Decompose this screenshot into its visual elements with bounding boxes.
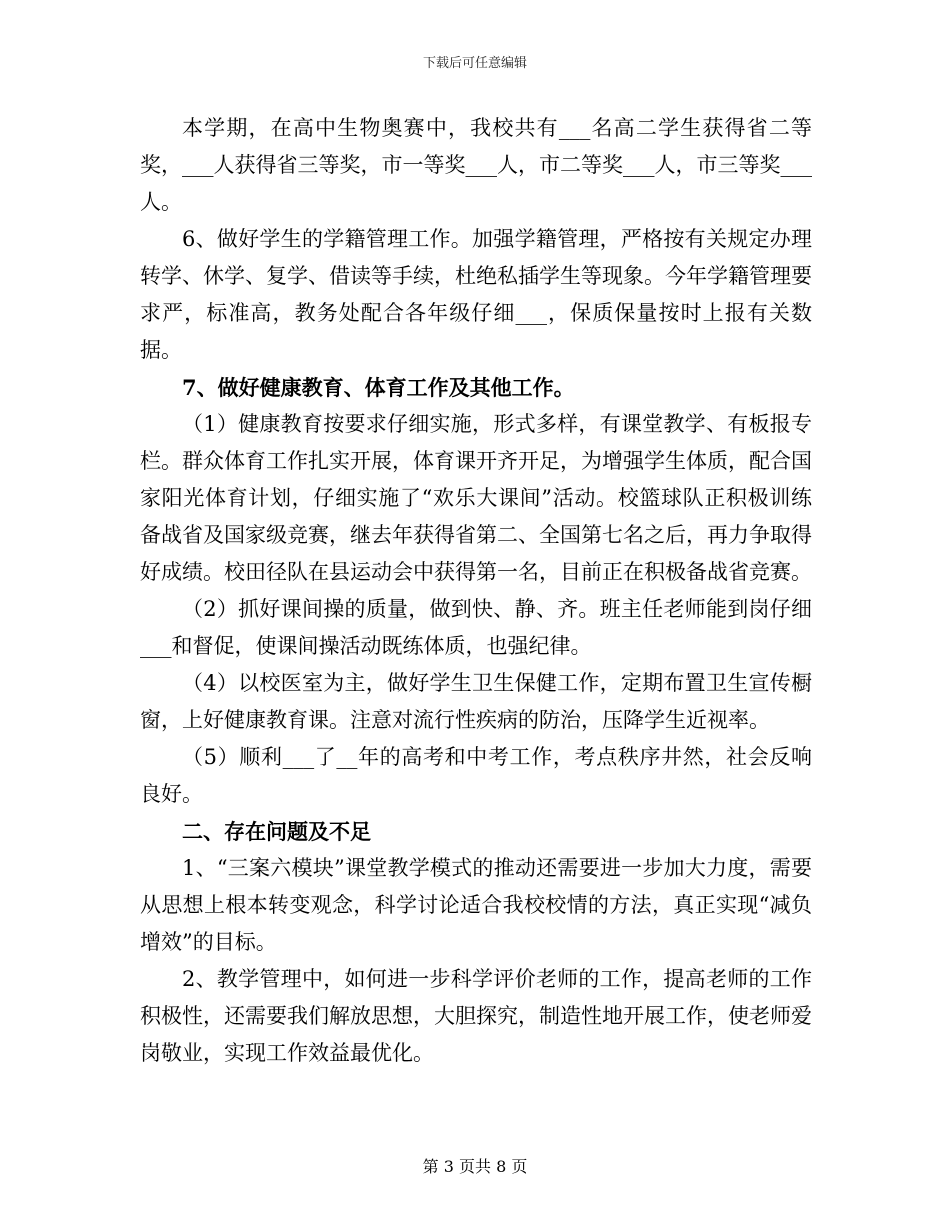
document-body: [140, 110, 812, 1072]
paragraph-student-records: 6、做好学生的学籍管理工作。加强学籍管理，严格按有关规定办理转学、休学、复学、借读等手续，杜绝私插学生等现象。今年学籍管理要求严，标准高，教务处配合各年级仔细___，保质保量按时上报有关数据。: [140, 227, 812, 362]
paragraph-teaching-mode: 1、“三案六模块”课堂教学模式的推动还需要进一步加大力度，需要从思想上根本转变观念，科学讨论适合我校校情的方法，真正实现“减负增效”的目标。: [140, 856, 812, 954]
paragraph-exercise-break: （2）抓好课间操的质量，做到快、静、齐。班主任老师能到岗仔细___和督促，使课间操活动既练体质，也强纪律。: [140, 597, 812, 658]
paragraph-teacher-evaluation: 2、教学管理中，如何进一步科学评价老师的工作，提高老师的工作积极性，还需要我们解放思想，大胆探究，制造性地开展工作，使老师爱岗敬业，实现工作效益最优化。: [140, 967, 812, 1065]
paragraph-exams: （5）顺利___了__年的高考和中考工作，考点秩序井然，社会反响良好。: [140, 745, 812, 806]
paragraph-school-clinic: （4）以校医室为主，做好学生卫生保健工作，定期布置卫生宣传橱窗，上好健康教育课。注意对流行性疾病的防治，压降学生近视率。: [140, 671, 812, 732]
paragraph-biology-olympiad: 本学期，在高中生物奥赛中，我校共有___名高二学生获得省二等奖，___人获得省三等奖，市一等奖___人，市二等奖___人，市三等奖___人。: [140, 116, 812, 214]
paragraph-health-education: （1）健康教育按要求仔细实施，形式多样，有课堂教学、有板报专栏。群众体育工作扎实开展，体育课开齐开足，为增强学生体质，配合国家阳光体育计划，仔细实施了“欢乐大课间”活动。校篮球队正积极训练备战省及国家级竞赛，继去年获得省第二、全国第七名之后，再力争取得好成绩。校田径队在县运动会中获得第一名，目前正在积极备战省竞赛。: [140, 412, 812, 584]
page-number: 第 3 页共 8 页: [422, 1157, 528, 1176]
header-note: 下载后可任意编辑: [422, 56, 527, 71]
section-heading-health-pe: 7、做好健康教育、体育工作及其他工作。: [182, 375, 575, 400]
section-heading-problems: 二、存在问题及不足: [182, 819, 371, 844]
